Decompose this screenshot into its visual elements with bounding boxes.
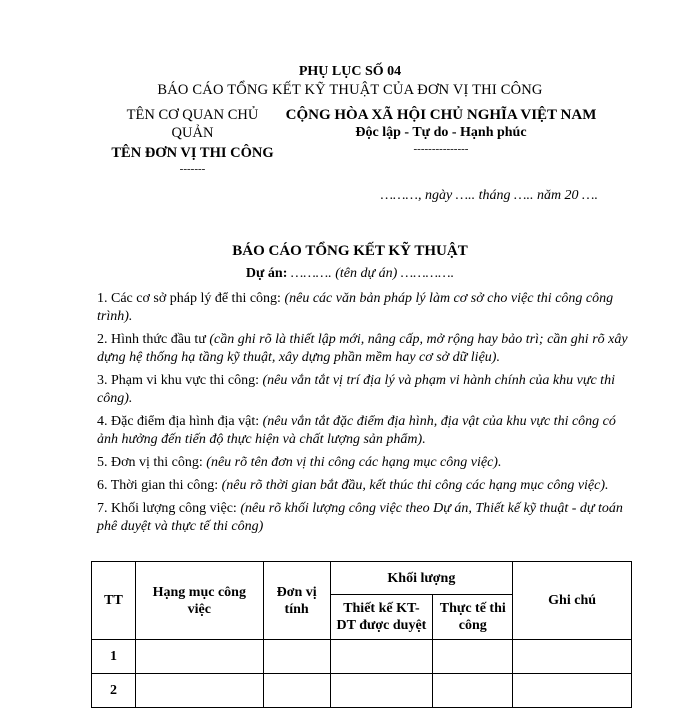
national-motto: Độc lập - Tự do - Hạnh phúc xyxy=(355,125,527,140)
item-note: (nêu vắn tắt đặc điểm địa hình, địa vật của khu vực thi công có ảnh hưởng đến tiến độ thực hiện và chất lượng sản phẩm). xyxy=(97,414,616,447)
item-note: (nêu các văn bản pháp lý làm cơ sở cho việc thi công công trình). xyxy=(97,291,614,324)
table-cell xyxy=(433,674,513,708)
project-line xyxy=(0,266,700,282)
item-label: 3. Phạm vi khu vực thi công: xyxy=(97,373,263,388)
table-cell xyxy=(330,640,433,674)
item-note: (nêu rõ khối lượng công việc theo Dự án, Thiết kế kỹ thuật - dự toán phê duyệt và thực tế thi công) xyxy=(97,501,623,534)
report-item xyxy=(97,500,633,536)
table-cell xyxy=(330,674,433,708)
header-tt: TT xyxy=(92,562,136,640)
right-separator: --------------- xyxy=(413,143,469,155)
report-title: BÁO CÁO TỔNG KẾT KỸ THUẬT xyxy=(232,243,468,259)
table-cell xyxy=(263,640,330,674)
report-item xyxy=(97,290,633,326)
item-label: 4. Đặc điểm địa hình địa vật: xyxy=(97,414,263,429)
unit-name: TÊN ĐƠN VỊ THI CÔNG xyxy=(111,145,274,161)
report-item xyxy=(97,477,633,495)
table-cell xyxy=(433,640,513,674)
report-item xyxy=(97,372,633,408)
item-note: (nêu rõ tên đơn vị thi công các hạng mục công việc). xyxy=(206,455,502,470)
header-volume: Khối lượng xyxy=(330,562,513,595)
appendix-title: BÁO CÁO TỔNG KẾT KỸ THUẬT CỦA ĐƠN VỊ THI CÔNG xyxy=(157,82,543,98)
report-item xyxy=(97,413,633,449)
item-label: 1. Các cơ sở pháp lý để thi công: xyxy=(97,291,285,306)
report-item xyxy=(97,331,633,367)
row-number: 2 xyxy=(92,674,136,708)
national-title: CỘNG HÒA XÃ HỘI CHỦ NGHĨA VIỆT NAM xyxy=(285,107,597,123)
table-cell xyxy=(263,674,330,708)
table-cell xyxy=(135,640,263,674)
header-approved: Thiết kế KT-DT được duyệt xyxy=(330,595,433,640)
header-note: Ghi chú xyxy=(513,562,632,640)
report-item xyxy=(97,454,633,472)
item-note: (cần ghi rõ là thiết lập mới, nâng cấp, mở rộng hay bảo trì; cần ghi rõ xây dựng hệ thống hạ tầng kỹ thuật, xây dựng phần mềm hay cơ sở dữ liệu). xyxy=(97,332,628,365)
agency-name: TÊN CƠ QUAN CHỦ QUẢN xyxy=(126,107,259,141)
item-label: 2. Hình thức đầu tư xyxy=(97,332,210,347)
table-header-row xyxy=(92,562,632,595)
project-label: Dự án: xyxy=(245,266,288,281)
table-cell xyxy=(513,640,632,674)
item-label: 7. Khối lượng công việc: xyxy=(97,501,241,516)
item-label: 6. Thời gian thi công: xyxy=(97,478,222,493)
left-separator: ------- xyxy=(179,163,206,175)
appendix-number: PHỤ LỤC SỐ 04 xyxy=(298,64,402,79)
date-line: ………, ngày ….. tháng ….. năm 20 …. xyxy=(380,188,598,203)
item-label: 5. Đơn vị thi công: xyxy=(97,455,207,470)
table-row xyxy=(92,640,632,674)
header-unit: Đơn vị tính xyxy=(263,562,330,640)
item-note: (nêu rõ thời gian bắt đầu, kết thúc thi công các hạng mục công việc). xyxy=(221,478,609,493)
header-actual: Thực tế thi công xyxy=(433,595,513,640)
table-row xyxy=(92,674,632,708)
report-items xyxy=(97,290,633,541)
item-note: (nêu vắn tắt vị trí địa lý và phạm vi hành chính của khu vực thi công). xyxy=(97,373,615,406)
table-cell xyxy=(513,674,632,708)
row-number: 1 xyxy=(92,640,136,674)
national-header-block xyxy=(280,106,602,154)
project-value: ………. (tên dự án) …………. xyxy=(287,266,455,281)
table-cell xyxy=(135,674,263,708)
left-header-block xyxy=(100,106,285,174)
workload-table xyxy=(91,561,632,708)
header-item: Hạng mục công việc xyxy=(135,562,263,640)
